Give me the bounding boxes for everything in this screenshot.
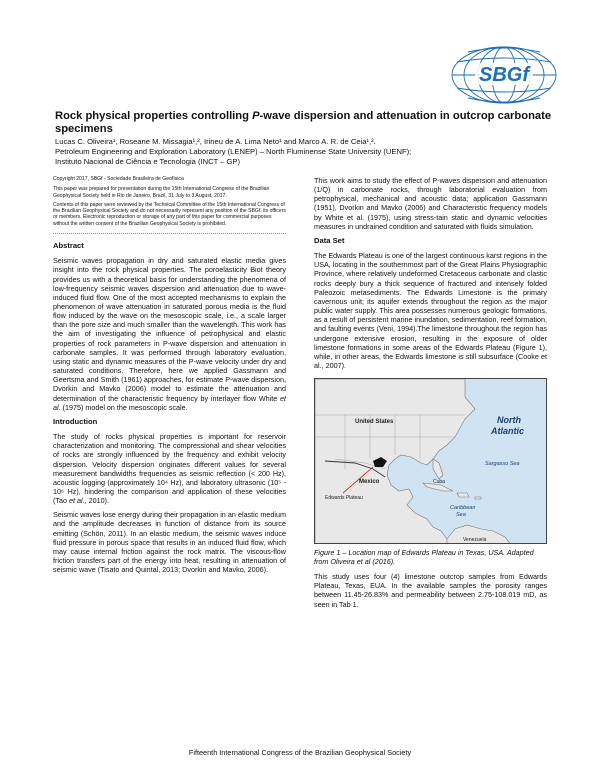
label-united-states: United States [355,419,394,426]
globe-grid-icon [448,42,560,108]
label-sea: Sea [456,512,466,519]
copyright-presentation: This paper was prepared for presentation during the 15th International Congress of the Brazilian Geophysical Society held in Rio de Janeiro, Brazil, 31 July to 3 August, 2017. [53,186,270,199]
label-caribbean: Caribbean [450,505,476,512]
introduction-paragraph-1 [53,432,286,505]
abstract-italic: et al. [53,393,286,412]
label-sargasso-sea: Sargasso Sea [485,461,520,468]
dataset-heading: Data Set [314,235,345,245]
abstract-text: Seismic waves propagation in dry and saturated elastic media gives insight into the rock physical properties. The poroelasticity Biot theory provides us with a theoretical basis for understanding the phenomena of low-frequency seismic waves dispersion and attenuation due to wave-induced fluid flow. One of the most accepted mechanisms to explain the phenomenon of wave attenuation in saturated porous media is the fluid flow induced by the wave on the mesoscopic scale, i.e., a scale larger than the pore size and much smaller than the wavelength. This work has the aim of investigating the influence of petrophysical and elastic properties of rock parameters in P-wave dispersion and attenuation in carbonate samples. It was performed through laboratory evaluation, using static and dynamic measures of the P-wave velocity under dry and saturated conditions. Therefore, here we applied Gassmann and Geertsma and Smith (1961) approaches, for estimate P-wave dispersion, Dvorkin and Mavko (2006) model to estimate the attenuation and determination of the characteristic frequency by interlayer flow White [53,256,286,403]
author-names: Lucas C. Oliveira¹, Roseane M. Missagia¹,², Irineu de A. Lima Neto¹ and Marco A. R. de Ceia¹,². [55,137,376,146]
label-cuba: Cuba [433,479,445,486]
label-venezuela: Venezuela [463,537,487,544]
page-footer: Fifteenth International Congress of the Brazilian Geophysical Society [188,748,412,757]
affiliation-1: Petroleum Engineering and Exploration Laboratory (LENEP) – North Fluminense State University (UENF); [55,147,412,156]
logo-text: SBGf [479,64,529,86]
intro-text: The study of rocks physical properties is important for reservoir characterization and monitoring. The compressional and shear velocities of rocks are strongly influenced by the frequency and exhibit velocity dispersion. Velocity dispersion originates different values for several measurement bandwidths frequencies as seismic reflection (< 200 Hz), acoustic logging (approximately 10⁴ Hz), and laboratory ultrasonic (10⁵ - 10⁶ Hz), hindering the comparison and application of these velocities (Tao [53,432,286,506]
right-column [314,176,547,614]
title-italic: P [252,110,260,122]
location-map [315,379,547,544]
title-part-a: Rock physical properties controlling [55,110,253,122]
affiliation-2: Instituto Nacional de Ciência e Tecnologia (INCT – GP) [55,157,241,166]
introduction-paragraph-2: Seismic waves lose energy during their propagation in an elastic medium and the amplitude decreases in function of distance from its source emitting (Schön, 2011). In an elastic medium, the seismic waves induce fluid pressure in porous space that results in an induced fluid flow, which may cause internal friction against the rock matrix. The viscous-flow friction transfers part of the energy into heat, resulting in attenuation of seismic wave (Tisato and Quintal, 2013; Dvorkin and Mavko, 2006). [53,510,286,575]
label-edwards-plateau: Edwards Plateau [325,495,363,502]
paper-title [55,110,555,136]
sbgf-logo [448,42,560,108]
copyright-review: Contents of this paper were reviewed by the Technical Committee of the 15th International Congress of the Brazilian Geophysical Society and do not necessarily represent any position of the SBGf, its officers or members. Electronic reproduction or storage of any part of this paper for commercial purposes without the written consent of the Brazilian Geophysical Society is prohibited. [53,201,286,227]
dataset-paragraph: The Edwards Plateau is one of the largest continuous karst regions in the USA, locating in the southernmost part of the Great Plains Physiographic Province, where relatively undeformed Cretaceous carbonate and clastic rocks deeply bury a thick sequence of fractured and intensely folded Paleozoic metasediments. The Edwards Limestone is the primary cavernous unit; its aquifer extends throughout the region as the major public water supply. This area possesses numerous geologic formations, as a result of persistent marine inundation, sedimentation, reef formation, and faulting events (Veni, 1994).The limestone throughout the region has undergone extensive erosion, resulting in the exposure of older limestone formations in some areas of the Edwards Plateau (Figure 1), while, in other areas, the Edwards limestone is still subsurface (Cooke et al., 2007). [314,251,547,370]
samples-paragraph: This study uses four (4) limestone outcrop samples from Edwards Plateau, Texas, EUA. In the available samples the porosity ranges between 11.45-26.83% and permeability between 2.75-108.019 mD, as seen in Tab 1. [314,572,547,609]
introduction-heading: Introduction [53,416,98,426]
label-north: North [497,415,521,426]
figure-caption: Figure 1 – Location map of Edwards Plateau in Texas, USA. Adapted from Oliveira et al (2016). [314,548,534,567]
left-column [53,176,286,579]
intro-text-end: , 2010). [84,496,109,506]
intro-italic: et al. [68,496,85,506]
authors-block [55,137,555,167]
aims-paragraph: This work aims to study the effect of P-waves dispersion and attenuation (1/Q) in carbonate rocks, through laboratorial evaluation from petrophysical, mechanical and acoustic data; application Gassmann (1951), Dvorkin and Mavko (2006) and Characteristic frequency models by White et al. (1975), using stress-tain static and dynamic velocities measures in undrained condition and saturated with fluids simulation. [314,176,547,231]
location-map-figure [314,378,547,544]
abstract-text-end: (1975) model on the mesoscopic scale. [60,402,188,412]
label-mexico: Mexico [359,479,380,486]
abstract-heading: Abstract [53,241,84,251]
label-atlantic: Atlantic [491,426,525,437]
copyright-line: Copyright 2017, SBGf - Sociedade Brasileira de Geofísica [53,176,184,182]
abstract-paragraph [53,256,286,412]
title-part-b: -wave dispersion and attenuation in outcrop carbonate specimens [55,110,552,135]
divider [53,233,286,234]
